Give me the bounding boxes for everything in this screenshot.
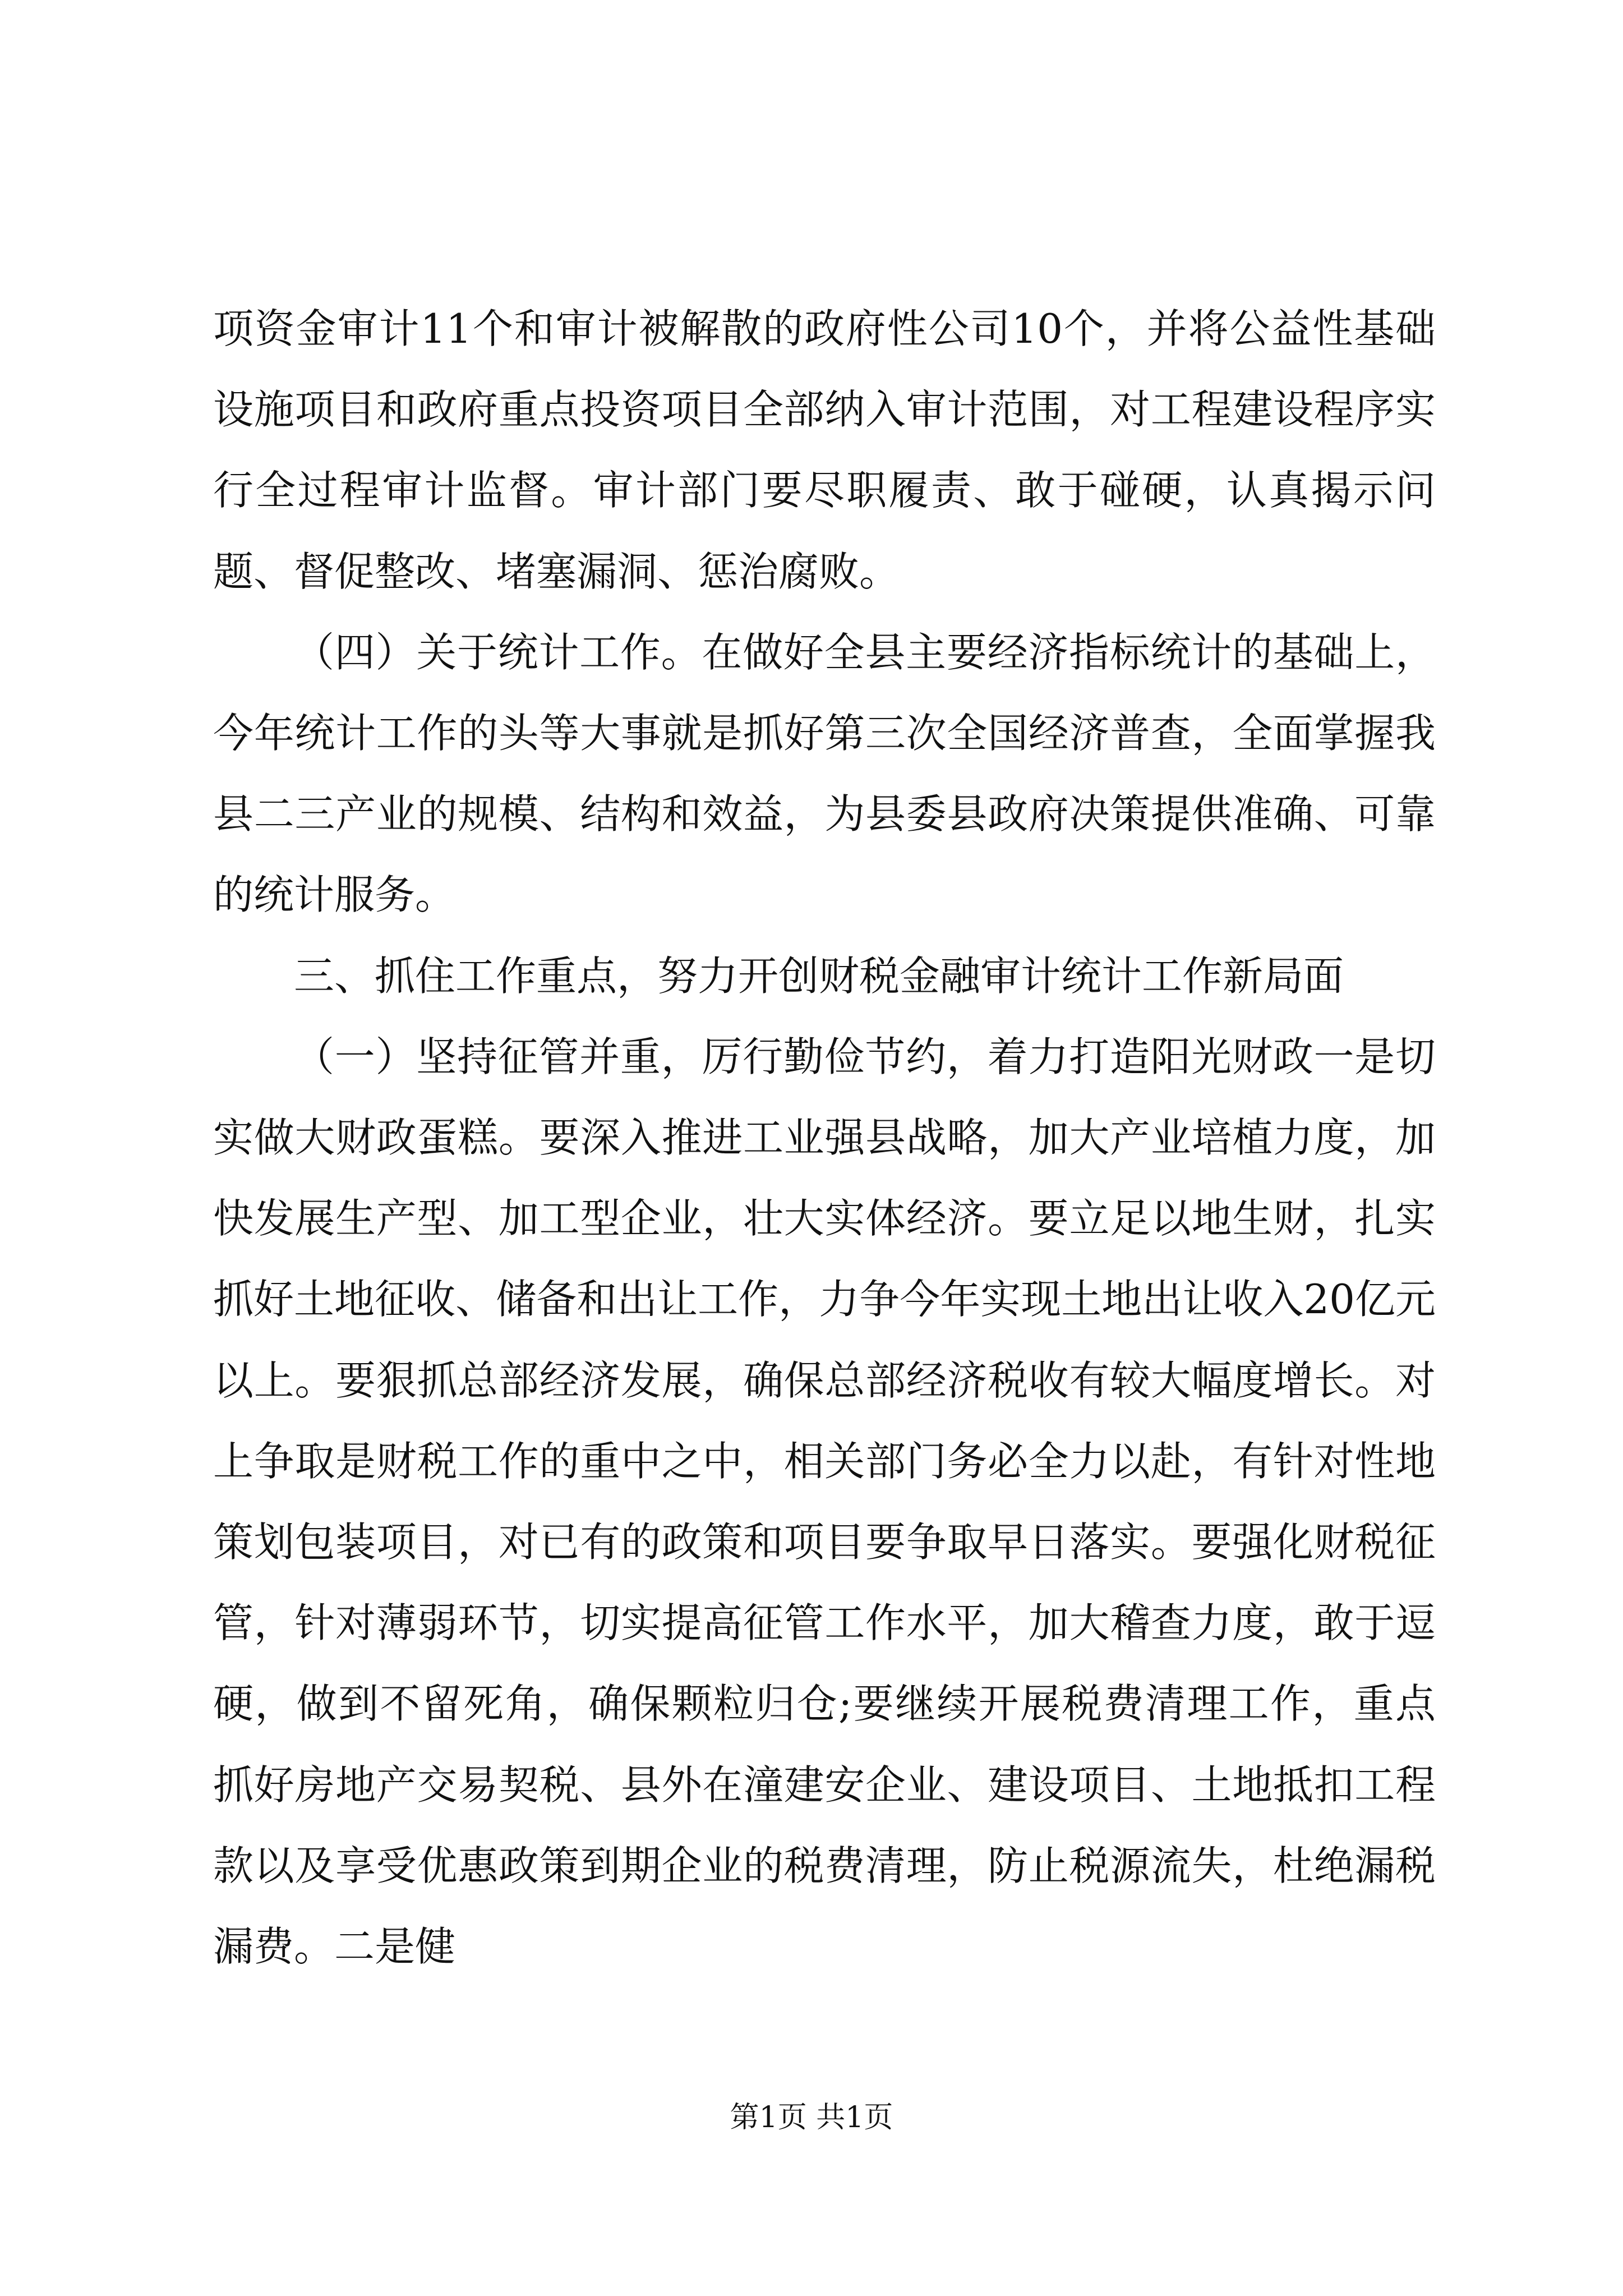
page-footer: 第1页 共1页 bbox=[730, 2101, 893, 2134]
section-heading-three: 三、抓住工作重点，努力开创财税金融审计统计工作新局面 bbox=[294, 952, 1344, 1000]
paragraph-statistics-work: （四）关于统计工作。在做好全县主要经济指标统计的基础上，今年统计工作的头等大事就是抓好第三次全国经济普查，全面掌握我县二三产业的规模、结构和效益，为县委县政府决策提供准确、可靠的统计服务。 bbox=[213, 628, 1436, 919]
paragraph-audit-continued: 项资金审计11个和审计被解散的政府性公司10个，并将公益性基础设施项目和政府重点投资项目全部纳入审计范围，对工程建设程序实行全过程审计监督。审计部门要尽职履责、敢于碰硬，认真揭示问题、督促整改、堵塞漏洞、惩治腐败。 bbox=[213, 305, 1436, 595]
document-body bbox=[213, 288, 1436, 1987]
paragraph-finance-tax: （一）坚持征管并重，厉行勤俭节约，着力打造阳光财政一是切实做大财政蛋糕。要深入推进工业强县战略，加大产业培植力度，加快发展生产型、加工型企业，壮大实体经济。要立足以地生财，扎实抓好土地征收、储备和出让工作，力争今年实现土地出让收入20亿元以上。要狠抓总部经济发展，确保总部经济税收有较大幅度增长。对上争取是财税工作的重中之中，相关部门务必全力以赴，有针对性地策划包装项目，对已有的政策和项目要争取早日落实。要强化财税征管，针对薄弱环节，切实提高征管工作水平，加大稽查力度，敢于逗硬，做到不留死角，确保颗粒归仓;要继续开展税费清理工作，重点抓好房地产交易契税、县外在潼建安企业、建设项目、土地抵扣工程款以及享受优惠政策到期企业的税费清理，防止税源流失，杜绝漏税漏费。二是健 bbox=[213, 1033, 1436, 1971]
